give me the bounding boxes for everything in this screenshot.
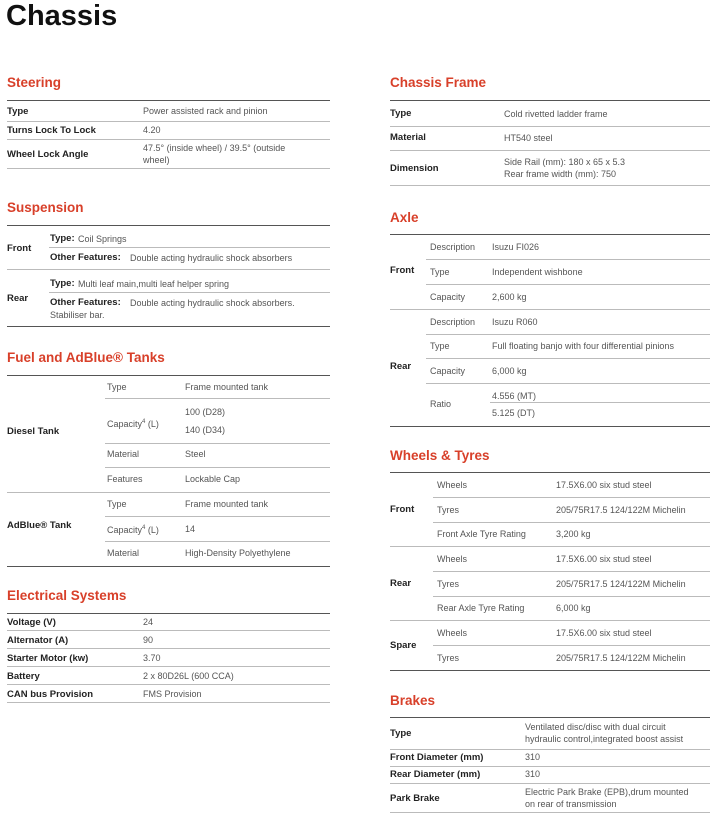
sub-value: 14 xyxy=(185,524,196,534)
sub-value: 17.5X6.00 six stud steel xyxy=(556,628,652,638)
divider xyxy=(7,121,330,122)
row-value: 3.70 xyxy=(143,653,161,663)
sub-value: 205/75R17.5 124/122M Michelin xyxy=(556,505,686,515)
sub-value: 17.5X6.00 six stud steel xyxy=(556,480,652,490)
divider xyxy=(105,443,330,444)
row-value: Power assisted rack and pinion xyxy=(143,106,268,116)
sub-value: Isuzu FI026 xyxy=(492,242,540,252)
row-value: HT540 steel xyxy=(504,133,553,143)
divider xyxy=(390,546,710,547)
sub-value: Double acting hydraulic shock absorbers xyxy=(130,253,293,263)
row-label: Voltage (V) xyxy=(7,617,56,628)
sub-value: High-Density Polyethylene xyxy=(185,548,291,558)
sub-value: Frame mounted tank xyxy=(185,499,269,509)
row-label: Turns Lock To Lock xyxy=(7,125,96,136)
row-label: Rear xyxy=(390,578,412,589)
divider xyxy=(7,566,330,567)
divider xyxy=(433,522,710,523)
sub-value: 205/75R17.5 124/122M Michelin xyxy=(556,579,686,589)
divider xyxy=(390,620,710,621)
capacity-label-part: (L) xyxy=(145,419,159,429)
divider xyxy=(390,717,710,718)
sub-value: 5.125 (DT) xyxy=(492,408,536,418)
row-label: Rear Diameter (mm) xyxy=(390,769,481,780)
sub-value: Isuzu R060 xyxy=(492,317,538,327)
sub-label: Ratio xyxy=(430,399,452,409)
sub-value: Coil Springs xyxy=(78,234,127,244)
row-value: Electric Park Brake (EPB),drum mounted xyxy=(525,787,689,797)
sub-label: Capacity xyxy=(430,366,466,376)
divider xyxy=(426,383,710,384)
divider xyxy=(390,100,710,101)
row-label: Front Diameter (mm) xyxy=(390,752,484,763)
divider xyxy=(7,168,330,169)
section-heading: Fuel and AdBlue® Tanks xyxy=(7,350,165,365)
sub-label: Wheels xyxy=(437,554,468,564)
sub-value: Lockable Cap xyxy=(185,474,241,484)
row-label: Type xyxy=(390,108,412,119)
sub-value: Multi leaf main,multi leaf helper spring xyxy=(78,279,230,289)
divider xyxy=(390,749,710,750)
sub-value: Independent wishbone xyxy=(492,267,583,277)
sub-label: Type xyxy=(430,267,450,277)
capacity-label-part: (L) xyxy=(145,525,159,535)
divider xyxy=(390,812,710,813)
row-label: Dimension xyxy=(390,163,439,174)
sub-value: 6,000 kg xyxy=(492,366,527,376)
row-label: AdBlue® Tank xyxy=(7,520,72,531)
row-label: Rear xyxy=(7,293,29,304)
sub-value: Full floating banjo with four differential pinions xyxy=(492,341,674,351)
divider xyxy=(433,497,710,498)
divider xyxy=(426,334,710,335)
divider xyxy=(426,358,710,359)
divider xyxy=(7,139,330,140)
row-value: on rear of transmission xyxy=(525,799,617,809)
row-value: 310 xyxy=(525,769,541,779)
row-label: Battery xyxy=(7,671,40,682)
capacity-label-part: 4 xyxy=(142,419,146,425)
sub-value: 140 (D34) xyxy=(185,425,226,435)
divider xyxy=(390,472,710,473)
capacity-label-part: 4 xyxy=(142,525,146,531)
row-label: Alternator (A) xyxy=(7,635,69,646)
sub-value: 17.5X6.00 six stud steel xyxy=(556,554,652,564)
divider xyxy=(7,375,330,376)
divider xyxy=(390,783,710,784)
row-label: Type xyxy=(7,106,29,117)
divider xyxy=(49,292,330,293)
divider xyxy=(426,259,710,260)
divider xyxy=(105,398,330,399)
section-heading: Electrical Systems xyxy=(7,588,127,603)
row-value: hydraulic control,integrated boost assist xyxy=(525,734,684,744)
row-value: Rear frame width (mm): 750 xyxy=(504,169,617,179)
divider xyxy=(105,541,330,542)
divider xyxy=(390,234,710,235)
sub-label: Type: xyxy=(50,278,75,289)
sub-value: Frame mounted tank xyxy=(185,382,269,392)
divider xyxy=(390,185,710,186)
divider xyxy=(390,150,710,151)
capacity-label-part: Capacity xyxy=(107,419,143,429)
divider xyxy=(433,596,710,597)
row-value: FMS Provision xyxy=(143,689,202,699)
section-heading: Suspension xyxy=(7,200,84,215)
capacity-label-part: Capacity xyxy=(107,525,143,535)
divider xyxy=(390,309,710,310)
sub-label: Type xyxy=(107,382,127,392)
sub-value: 4.556 (MT) xyxy=(492,391,537,401)
row-value: 90 xyxy=(143,635,154,645)
section-heading: Steering xyxy=(7,75,62,90)
sub-label: Other Features: xyxy=(50,252,121,263)
sub-value: 2,600 kg xyxy=(492,292,527,302)
row-value: Side Rail (mm): 180 x 65 x 5.3 xyxy=(504,157,626,167)
row-label: CAN bus Provision xyxy=(7,689,94,700)
sub-label: Tyres xyxy=(437,653,460,663)
sub-value: Stabiliser bar. xyxy=(50,310,105,320)
divider xyxy=(7,684,330,685)
sub-value: 6,000 kg xyxy=(556,603,591,613)
row-label: Spare xyxy=(390,640,417,651)
divider xyxy=(426,284,710,285)
row-value: 24 xyxy=(143,617,154,627)
row-label: Wheel Lock Angle xyxy=(7,149,89,160)
divider xyxy=(49,247,330,248)
row-value: 2 x 80D26L (600 CCA) xyxy=(143,671,234,681)
row-value: 310 xyxy=(525,752,541,762)
sub-value: Steel xyxy=(185,449,206,459)
row-value: 4.20 xyxy=(143,125,161,135)
section-heading: Axle xyxy=(390,210,419,225)
row-label: Rear xyxy=(390,361,412,372)
sub-label: Wheels xyxy=(437,480,468,490)
section-heading: Brakes xyxy=(390,693,436,708)
sub-value: Double acting hydraulic shock absorbers. xyxy=(130,298,295,308)
divider xyxy=(433,645,710,646)
sub-label: Tyres xyxy=(437,505,460,515)
row-label: Front xyxy=(7,243,32,254)
sub-value: 205/75R17.5 124/122M Michelin xyxy=(556,653,686,663)
sub-label xyxy=(107,522,159,536)
divider xyxy=(7,613,330,614)
divider xyxy=(105,467,330,468)
sub-label: Front Axle Tyre Rating xyxy=(437,529,526,539)
sub-label: Type xyxy=(107,499,127,509)
row-label: Material xyxy=(390,132,426,143)
sub-label: Features xyxy=(107,474,143,484)
divider xyxy=(7,100,330,101)
sub-label: Rear Axle Tyre Rating xyxy=(437,603,525,613)
divider xyxy=(7,326,330,327)
row-label: Front xyxy=(390,265,415,276)
section-heading: Wheels & Tyres xyxy=(390,448,490,463)
divider xyxy=(390,126,710,127)
sub-label: Type: xyxy=(50,233,75,244)
page-title: Chassis xyxy=(6,0,118,32)
divider xyxy=(433,571,710,572)
sub-label: Material xyxy=(107,548,140,558)
row-value: Ventilated disc/disc with dual circuit xyxy=(525,722,666,732)
sub-label: Capacity xyxy=(430,292,466,302)
divider xyxy=(105,516,330,517)
sub-label: Tyres xyxy=(437,579,460,589)
section-heading: Chassis Frame xyxy=(390,75,487,90)
divider xyxy=(7,269,330,270)
divider xyxy=(7,702,330,703)
divider xyxy=(7,492,330,493)
sub-label: Description xyxy=(430,317,476,327)
row-value: Cold rivetted ladder frame xyxy=(504,109,608,119)
divider xyxy=(490,402,710,403)
row-value: wheel) xyxy=(143,155,170,165)
sub-label xyxy=(107,416,159,430)
sub-value: 100 (D28) xyxy=(185,407,226,417)
divider xyxy=(7,630,330,631)
sub-label: Wheels xyxy=(437,628,468,638)
sub-label: Description xyxy=(430,242,476,252)
row-label: Type xyxy=(390,728,412,739)
row-label: Front xyxy=(390,504,415,515)
divider xyxy=(390,426,710,427)
sub-value: 3,200 kg xyxy=(556,529,591,539)
row-label: Park Brake xyxy=(390,793,440,804)
row-value: 47.5° (inside wheel) / 39.5° (outside xyxy=(143,143,286,153)
sub-label: Material xyxy=(107,449,140,459)
sub-label: Type xyxy=(430,341,450,351)
row-label: Diesel Tank xyxy=(7,426,60,437)
divider xyxy=(390,766,710,767)
divider xyxy=(7,666,330,667)
divider xyxy=(7,225,330,226)
divider xyxy=(7,648,330,649)
sub-label: Other Features: xyxy=(50,297,121,308)
divider xyxy=(390,670,710,671)
row-label: Starter Motor (kw) xyxy=(7,653,89,664)
